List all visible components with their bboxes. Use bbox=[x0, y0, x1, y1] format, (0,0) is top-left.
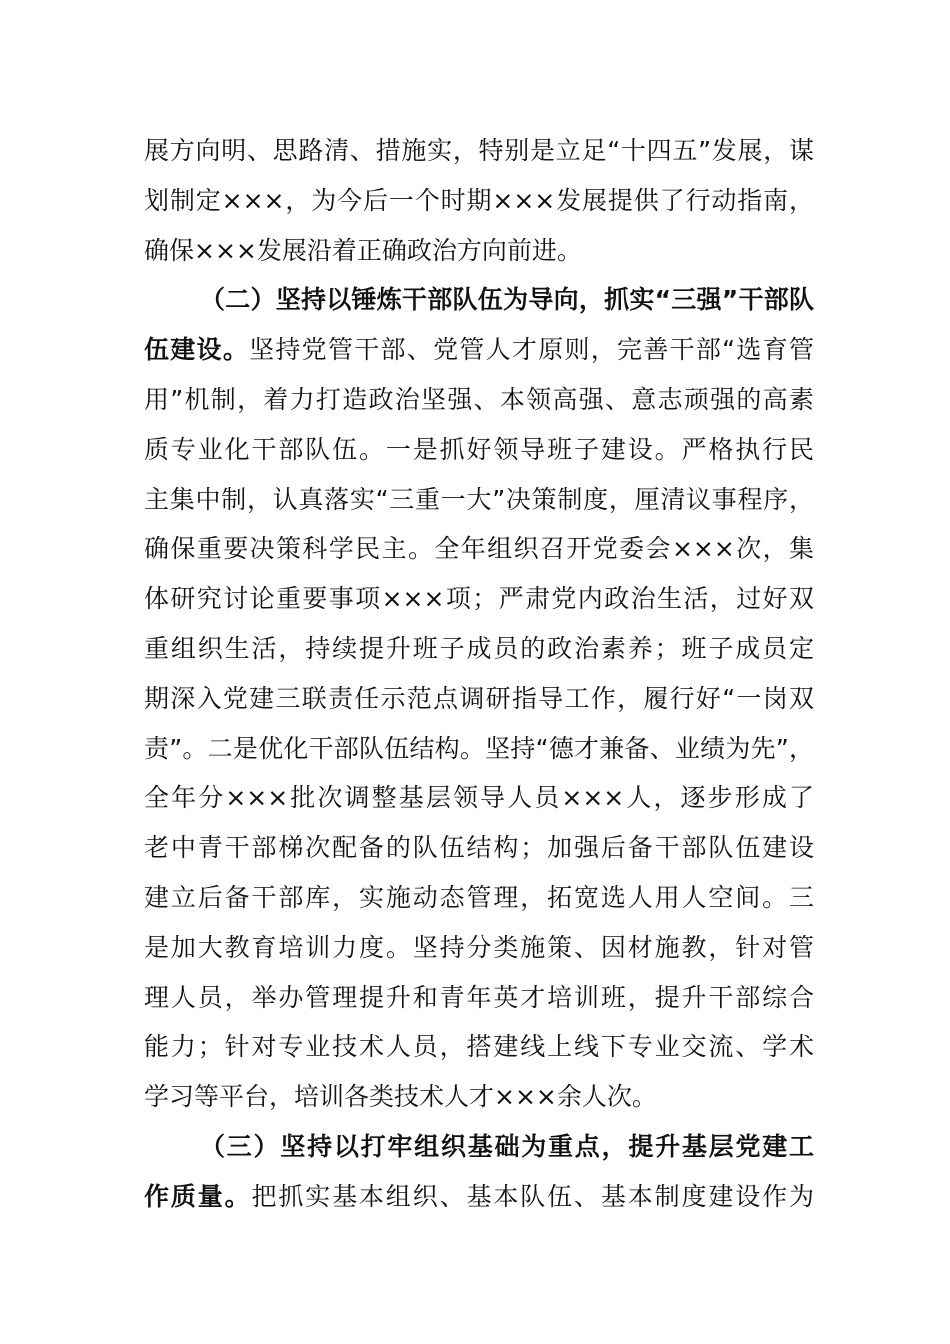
document-body bbox=[144, 126, 814, 1222]
line-text: 体研究讨论重要事项×××项；严肃党内政治生活，过好双 bbox=[144, 584, 814, 614]
body-line bbox=[144, 624, 814, 674]
body-line bbox=[144, 1022, 814, 1072]
body-line bbox=[144, 873, 814, 923]
section-heading-text: 伍建设。 bbox=[144, 335, 250, 365]
line-text: 展方向明、思路清、措施实，特别是立足“十四五”发展，谋 bbox=[144, 136, 814, 165]
line-text: 用”机制，着力打造政治坚强、本领高强、意志顽强的高素 bbox=[144, 384, 814, 414]
line-text: 学习等平台，培训各类技术人才×××余人次。 bbox=[144, 1082, 657, 1112]
section-heading-line bbox=[144, 1122, 814, 1172]
line-text: 重组织生活，持续提升班子成员的政治素养；班子成员定 bbox=[144, 633, 814, 663]
line-text: 能力；针对专业技术人员，搭建线上线下专业交流、学术 bbox=[144, 1032, 814, 1062]
body-line bbox=[144, 524, 814, 574]
body-line bbox=[144, 375, 814, 425]
line-text: 理人员，举办管理提升和青年英才培训班，提升干部综合 bbox=[144, 982, 814, 1012]
body-line bbox=[144, 475, 814, 525]
body-line bbox=[144, 823, 814, 873]
section-heading-line bbox=[144, 325, 814, 375]
line-text: 主集中制，认真落实“三重一大”决策制度，厘清议事程序， bbox=[144, 484, 814, 514]
section-heading-text: （二）坚持以锤炼干部队伍为导向，抓实“三强”干部队 bbox=[200, 285, 814, 315]
line-text: 期深入党建三联责任示范点调研指导工作，履行好“一岗双 bbox=[144, 683, 814, 713]
body-line bbox=[144, 724, 814, 774]
body-line bbox=[144, 973, 814, 1023]
section-heading-text: 作质量。 bbox=[144, 1181, 252, 1211]
body-line bbox=[144, 425, 814, 475]
line-text: 责”。二是优化干部队伍结构。坚持“德才兼备、业绩为先”， bbox=[144, 733, 814, 763]
line-text: 把抓实基本组织、基本队伍、基本制度建设作为 bbox=[251, 1181, 814, 1211]
line-text: 确保×××发展沿着正确政治方向前进。 bbox=[144, 235, 582, 265]
line-text: 坚持党管干部、党管人才原则，完善干部“选育管 bbox=[249, 335, 814, 365]
line-text: 是加大教育培训力度。坚持分类施策、因材施教，针对管 bbox=[144, 932, 814, 962]
line-text: 全年分×××批次调整基层领导人员×××人，逐步形成了 bbox=[144, 783, 814, 813]
section-heading-text: （三）坚持以打牢组织基础为重点，提升基层党建工 bbox=[200, 1131, 814, 1161]
line-text: 质专业化干部队伍。一是抓好领导班子建设。严格执行民 bbox=[144, 434, 814, 464]
line-text: 确保重要决策科学民主。全年组织召开党委会×××次，集 bbox=[144, 534, 814, 564]
section-heading-line bbox=[144, 1172, 814, 1222]
body-line bbox=[144, 773, 814, 823]
body-line bbox=[144, 574, 814, 624]
body-line bbox=[144, 923, 814, 973]
paragraph-end-line bbox=[144, 1072, 814, 1122]
body-line bbox=[144, 126, 814, 176]
line-text: 老中青干部梯次配备的队伍结构；加强后备干部队伍建设 bbox=[144, 833, 814, 863]
body-line bbox=[144, 176, 814, 226]
line-text: 划制定×××，为今后一个时期×××发展提供了行动指南， bbox=[144, 185, 814, 215]
line-text: 建立后备干部库，实施动态管理，拓宽选人用人空间。三 bbox=[144, 882, 814, 912]
paragraph-end-line bbox=[144, 226, 814, 276]
section-heading-line bbox=[144, 275, 814, 325]
body-line bbox=[144, 674, 814, 724]
